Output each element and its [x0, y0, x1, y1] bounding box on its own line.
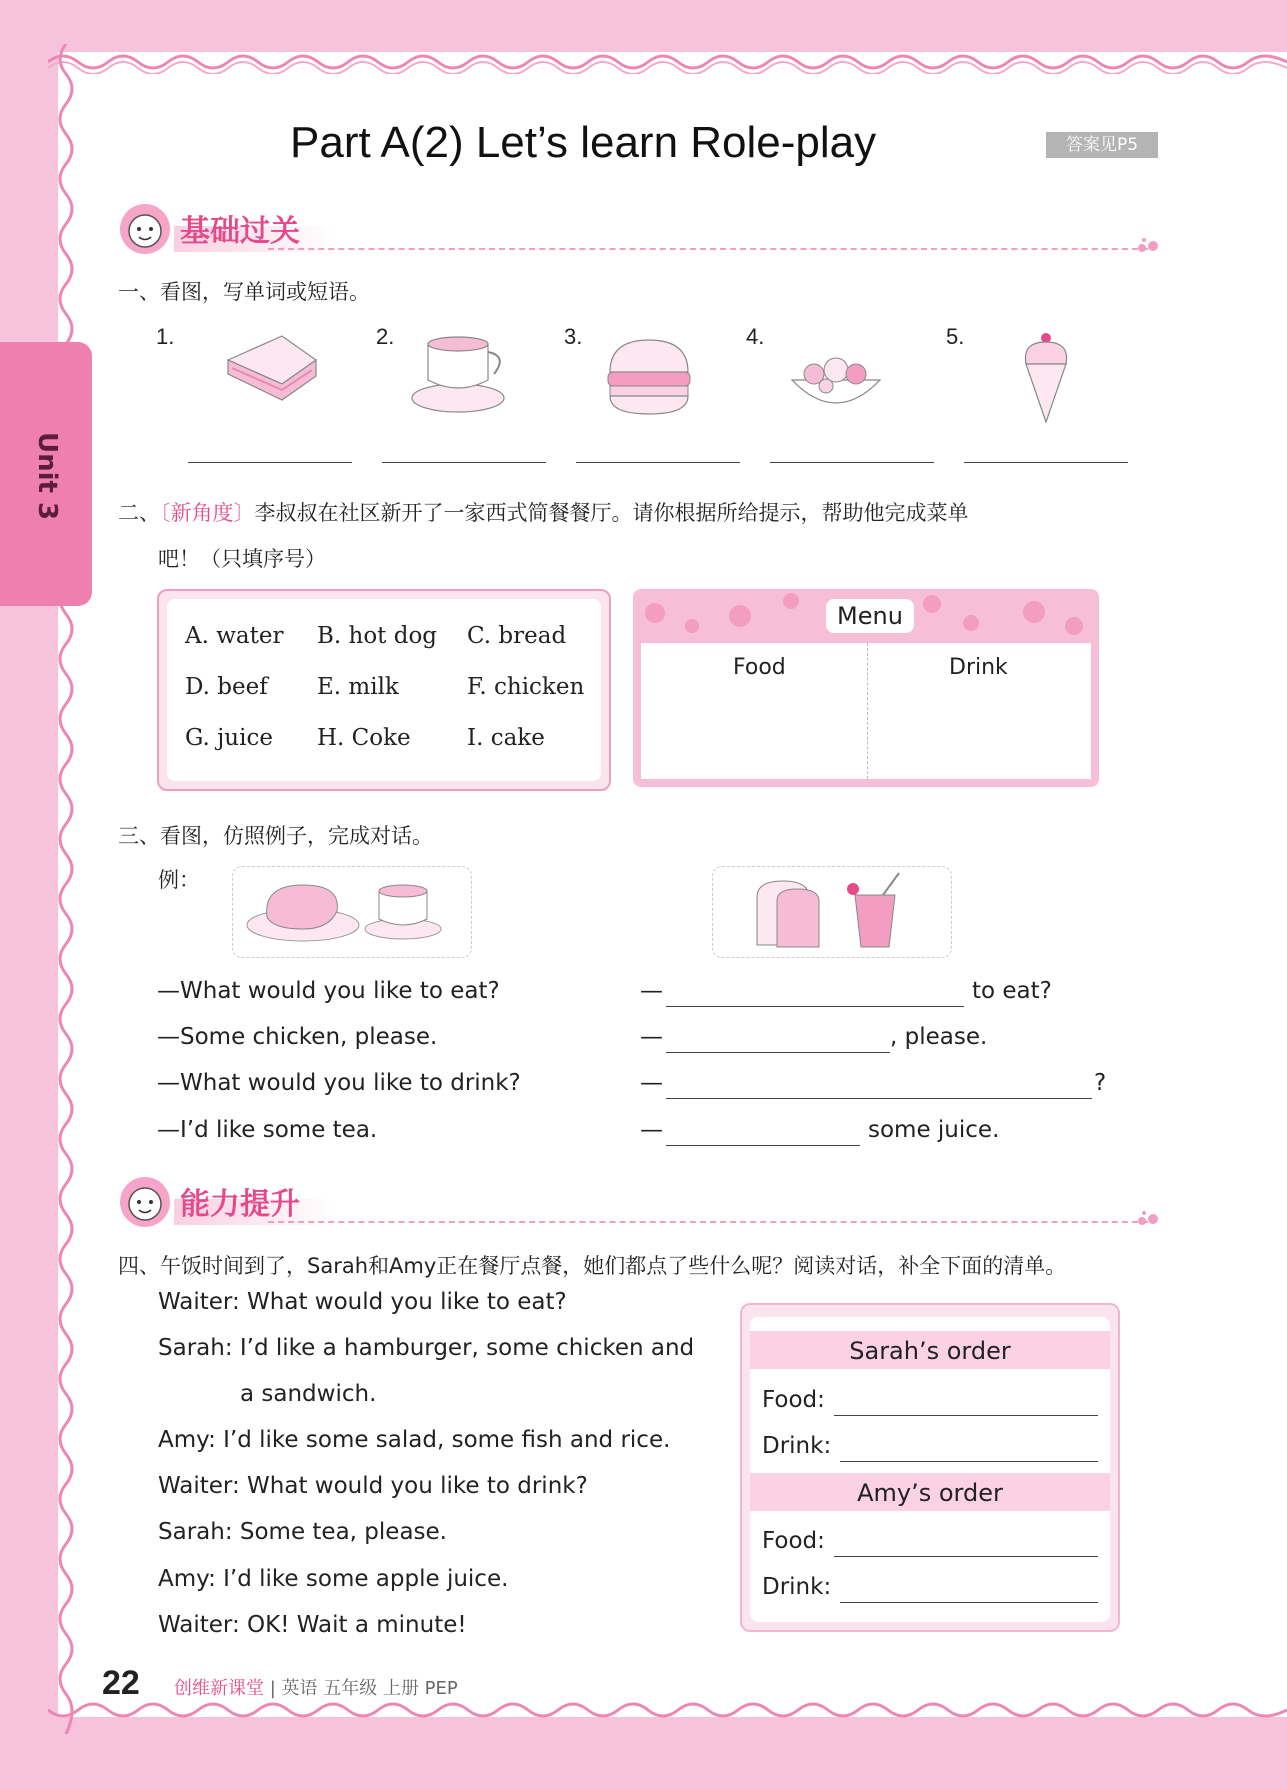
q1-answer-blank-4[interactable]	[770, 462, 934, 463]
section-title: 基础过关	[180, 214, 300, 249]
sarah-order-title: Sarah’s order	[750, 1331, 1110, 1369]
dialogue-dash: —	[640, 1070, 663, 1096]
example-line-4: —I’d like some tea.	[157, 1117, 378, 1143]
dialogue-blank-4[interactable]	[666, 1145, 860, 1146]
amy-drink-blank[interactable]	[840, 1602, 1098, 1603]
dialogue-line: Amy: I’d like some salad, some fish and rice.	[158, 1427, 671, 1453]
word-bank-box	[157, 589, 611, 791]
q4-prompt: 四、午饭时间到了，Sarah和Amy正在餐厅点餐，她们都点了些什么呢？阅读对话，补全下面的清单。	[118, 1254, 1067, 1278]
example-picture	[232, 866, 472, 958]
menu-inner	[641, 643, 1091, 779]
dialogue-suffix-4: some juice.	[868, 1117, 1000, 1143]
dialogue-line: Amy: I’d like some apple juice.	[158, 1566, 509, 1592]
menu-divider	[867, 643, 868, 779]
menu-dot	[1065, 617, 1083, 635]
section-title: 能力提升	[180, 1187, 300, 1222]
word-option: I. cake	[467, 725, 545, 751]
page-number: 22	[102, 1664, 140, 1702]
heading-dash-line	[268, 1221, 1148, 1223]
word-option: G. juice	[185, 725, 273, 751]
menu-dot	[685, 619, 699, 633]
q1-item-number: 1.	[156, 324, 175, 349]
dialogue-suffix-1: to eat?	[972, 978, 1052, 1004]
q1-answer-blank-1[interactable]	[188, 462, 352, 463]
menu-dot	[1023, 601, 1045, 623]
dialogue-line: Waiter: What would you like to eat?	[158, 1289, 567, 1315]
word-option: H. Coke	[317, 725, 411, 751]
sarah-drink-blank[interactable]	[840, 1461, 1098, 1462]
word-option: D. beef	[185, 674, 268, 700]
section-heading-basic	[118, 202, 1158, 258]
footer-info	[174, 1674, 458, 1700]
dialogue-blank-3[interactable]	[666, 1098, 1092, 1099]
dialogue-blank-2[interactable]	[666, 1052, 890, 1053]
q1-item-number: 3.	[564, 324, 583, 349]
sandwich-icon	[222, 330, 322, 410]
new-angle-tag: 〔新角度〕	[160, 501, 255, 525]
bread-and-juice-icon	[713, 867, 951, 957]
word-option: A. water	[185, 623, 284, 649]
sarah-food-label: Food:	[762, 1387, 825, 1413]
menu-dot	[729, 605, 751, 627]
dialogue-suffix-2: , please.	[890, 1024, 988, 1050]
q2-prompt-line2: 吧！（只填序号）	[158, 547, 326, 571]
menu-dot	[963, 615, 979, 631]
cartoon-boy-icon	[118, 1175, 172, 1229]
footer-brand: 创维新课堂	[174, 1678, 264, 1699]
ice-cream-icon	[1018, 330, 1074, 424]
sarah-food-blank[interactable]	[834, 1415, 1098, 1416]
menu-title: Menu	[826, 599, 914, 633]
q1-answer-blank-3[interactable]	[576, 462, 740, 463]
dialogue-line: Sarah: Some tea, please.	[158, 1519, 447, 1545]
answer-reference-tag: 答案见P5	[1046, 132, 1158, 158]
q2-prefix: 二、	[118, 501, 160, 525]
page-title: Part A(2) Let’s learn Role-play	[290, 118, 877, 167]
q1-item-number: 4.	[746, 324, 765, 349]
amy-drink-label: Drink:	[762, 1574, 832, 1600]
example-line-1: —What would you like to eat?	[157, 978, 500, 1004]
left-wave-border	[48, 44, 78, 1734]
dialogue-blank-1[interactable]	[666, 1006, 964, 1007]
dialogue-suffix-3: ?	[1094, 1070, 1107, 1096]
word-option: C. bread	[467, 623, 567, 649]
unit-tab	[0, 342, 92, 606]
q1-item-number: 2.	[376, 324, 395, 349]
example-line-2: —Some chicken, please.	[157, 1024, 438, 1050]
unit-label: Unit 3	[32, 432, 62, 521]
menu-dot	[645, 603, 665, 623]
dots-decoration-icon	[1136, 1209, 1164, 1229]
menu-dot	[923, 595, 941, 613]
q1-answer-blank-5[interactable]	[964, 462, 1128, 463]
section-heading-advanced	[118, 1175, 1158, 1231]
q2-prompt	[118, 497, 969, 527]
bottom-wave-border	[48, 1700, 1287, 1730]
word-option: E. milk	[317, 674, 399, 700]
cartoon-girl-icon	[118, 202, 172, 256]
exercise-picture	[712, 866, 952, 958]
dialogue-line: a sandwich.	[240, 1381, 377, 1407]
q1-answer-blank-2[interactable]	[382, 462, 546, 463]
dialogue-line: Waiter: What would you like to drink?	[158, 1473, 588, 1499]
menu-drink-header: Drink	[949, 655, 1008, 680]
amy-food-blank[interactable]	[834, 1556, 1098, 1557]
sarah-drink-label: Drink:	[762, 1433, 832, 1459]
dialogue-dash: —	[640, 978, 663, 1004]
q1-item-number: 5.	[946, 324, 965, 349]
menu-food-header: Food	[733, 655, 786, 680]
dialogue-dash: —	[640, 1117, 663, 1143]
hamburger-icon	[604, 336, 694, 418]
salad-icon	[784, 356, 888, 420]
dialogue-line: Waiter: OK! Wait a minute!	[158, 1612, 467, 1638]
q2-text: 李叔叔在社区新开了一家西式简餐餐厅。请你根据所给提示，帮助他完成菜单	[254, 501, 969, 525]
dialogue-dash: —	[640, 1024, 663, 1050]
menu-dot	[783, 593, 799, 609]
example-label: 例：	[158, 868, 200, 892]
q3-prompt: 三、看图，仿照例子，完成对话。	[118, 824, 433, 848]
order-card	[740, 1303, 1120, 1632]
roast-chicken-and-tea-icon	[233, 867, 471, 957]
menu-card	[633, 589, 1099, 787]
amy-order-title: Amy’s order	[750, 1473, 1110, 1511]
dialogue-line: Sarah: I’d like a hamburger, some chicken and	[158, 1335, 695, 1361]
tea-cup-icon	[408, 332, 520, 416]
example-line-3: —What would you like to drink?	[157, 1070, 521, 1096]
top-wave-border	[48, 44, 1287, 74]
footer-book-info: | 英语 五年级 上册 PEP	[269, 1678, 458, 1699]
amy-food-label: Food:	[762, 1528, 825, 1554]
heading-dash-line	[268, 248, 1148, 250]
q1-prompt: 一、看图，写单词或短语。	[118, 280, 370, 304]
dots-decoration-icon	[1136, 236, 1164, 256]
word-option: B. hot dog	[317, 623, 438, 649]
word-option: F. chicken	[467, 674, 585, 700]
